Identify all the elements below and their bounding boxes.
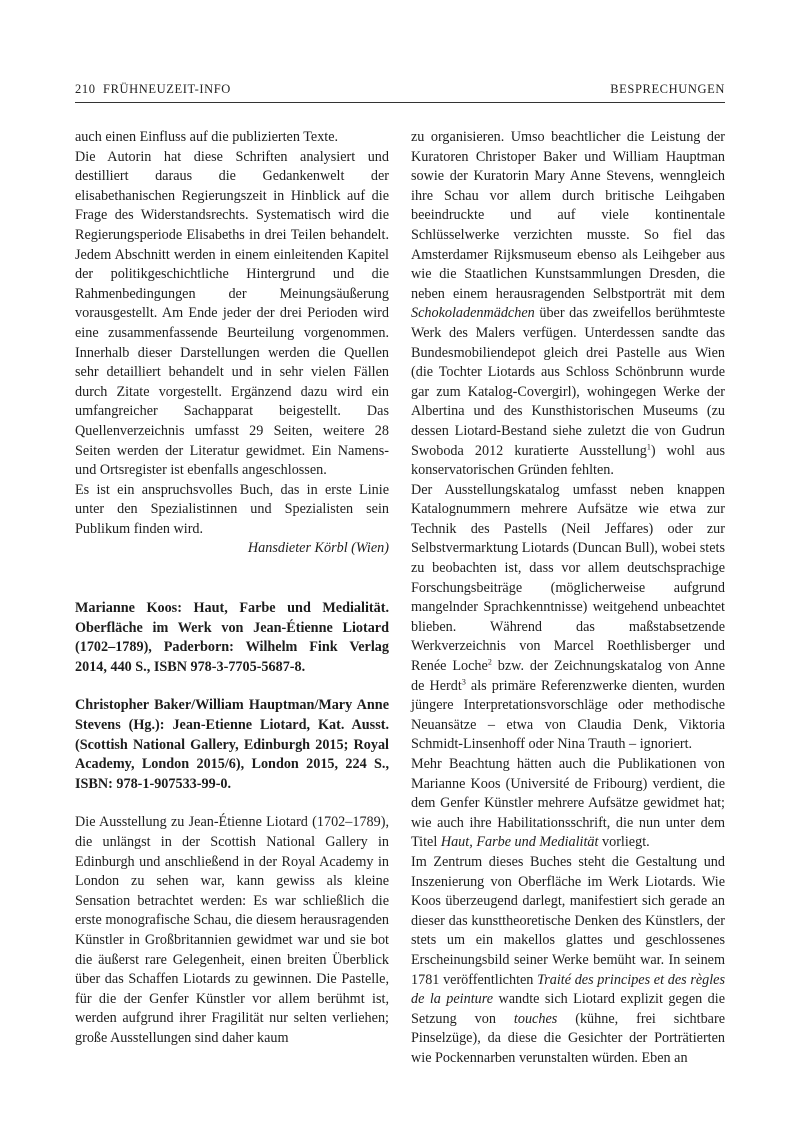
text-run: über das zweifellos berühmteste Werk des Malers verfügen. Unterdessen sandte das Bundesmobiliendepot gleich drei Pastelle aus Wien (die Tochter Liotards aus Schloss Schönbrunn wurde gar zum Katalog-Covergirl), wohingegen Werke der Albertina und des Kunsthistorischen Museums (zu dessen Liotard-Bestand siehe zuletzt die von Gudrun Swoboda 2012 kuratierte Ausstellung — [411, 305, 725, 459]
header-rule — [75, 102, 725, 103]
text-run: (kühne, frei sichtbare Pinselzüge), da diese die Gesichter der Porträtierten wie Pockennarben verunstalten würden. Eben an — [411, 1010, 725, 1066]
running-header — [75, 82, 725, 100]
header-left — [75, 82, 231, 97]
spacer — [75, 794, 389, 813]
paragraph: auch einen Einfluss auf die publizierten Texte. — [75, 129, 339, 145]
text-run: Im Zentrum dieses Buches steht die Gestaltung und Inszenierung von Oberfläche im Werk Liotards. Wie Koos überzeugend darlegt, manifestiert sich gerade an dieser das kunsttheoretische Denken des Künstlers, der stets um ein makellos glattes und geschlossenes Erscheinungsbild seiner Werke bemüht war. In seinem 1781 veröffentlichten — [411, 853, 725, 988]
section-title: BESPRECHUNGEN — [610, 82, 725, 96]
footnote-marker: 3 — [461, 676, 466, 686]
paragraph: Die Autorin hat diese Schriften analysiert und destilliert daraus die Gedankenwelt der elisabethanischen Regierungszeit in Hinblick auf die Frage des Widerstandsrechts. Systematisch wird die Regierungsperiode Elisabeths in drei Teilen behandelt. Jedem Abschnitt werden in einem einleitenden Kapitel der politikgeschichtliche Hintergrund und die Rahmenbedingungen der Meinungsäußerung vorausgestellt. Am Ende jeder der drei Perioden wird eine zusammenfassende Beurteilung vorgenommen. Innerhalb dieser Darstellungen werden die Quellen sehr detailliert behandelt und in sehr vielen Fällen durch Zitate vorgestellt. Ergänzend dazu wird ein umfangreicher Sachapparat beigestellt. Das Quellenverzeichnis umfasst 29 Seiten, weitere 28 Seiten werden der Literatur gewidmet. Ein Namens- und Ortsregister ist ebenfalls angeschlossen. — [75, 148, 389, 479]
paragraph — [411, 755, 725, 853]
text-run: Der Ausstellungskatalog umfasst neben knappen Katalognummern mehrere Aufsätze wie etwa zur Technik des Pastells (Neil Jeffares) oder zur Selbstvermarktung Liotards (Duncan Bull), wobei stets zu beobachten ist, dass vor allem deutschsprachige Forschungsbeiträge (möglicherweise aufgrund mangelnder Sprachkenntnisse) weitgehend unbeachtet blieben. Während das maßstabsetzende Werkverzeichnis von Marcel Roethlisberger und Renée Loche — [411, 481, 725, 675]
right-column — [411, 128, 725, 1069]
left-column — [75, 128, 389, 1049]
text-run: wandte sich Liotard explizit gegen die Setzung von — [411, 991, 725, 1027]
paragraph — [411, 481, 725, 755]
paragraph: Die Ausstellung zu Jean-Étienne Liotard (1702–1789), die unlängst in der Scottish National Gallery in Edinburgh und anschließend in der Royal Academy in London zu sehen war, kann gewiss als kleine Sensation betrachtet werden: Es war schließlich die erste monografische Schau, die diesem herausragenden Künstler in Großbritannien gewidmet war und sie bot die äußerst rare Gelegenheit, einen breiten Überblick über das Schaffen Liotards zu gewinnen. Die Pastelle, für die der Genfer Künstler vor allem berühmt ist, werden aufgrund ihrer Fragilität nur selten verliehen; große Ausstellungen sind daher kaum — [75, 814, 389, 1046]
page-number: 210 — [75, 82, 96, 96]
bibliographic-entry-2: Christopher Baker/William Hauptman/Mary Anne Stevens (Hg.): Jean-Etienne Liotard, Kat. Ausst. (Scottish National Gallery, Edinburgh 2015; Royal Academy, London 2015/6), London 2015, 224 S., ISBN: 978-1-907533-99-0. — [75, 697, 389, 792]
text-run: zu organisieren. Umso beachtlicher die Leistung der Kuratoren Christoper Baker und William Hauptman sowie der Kuratorin Mary Anne Stevens, wenngleich ihre Schau vor allem durch britische Leihgaben beeindruckte und auf viele kontinentale Schlüsselwerke verzichten musste. So fiel das Amsterdamer Rijksmuseum ebenso als Leihgeber aus wie die Staatlichen Kunstsammlungen Dresden, die neben einem herausragenden Selbstporträt mit dem — [411, 129, 725, 302]
italic-term: touches — [513, 1010, 558, 1027]
journal-title: FRÜHNEUZEIT-INFO — [103, 82, 231, 96]
footnote-marker: 2 — [487, 657, 492, 667]
paragraph — [411, 853, 725, 1069]
paragraph: Es ist ein anspruchsvolles Buch, das in erste Linie unter den Spezialistinnen und Spezialisten sein Publikum finden wird. — [75, 481, 389, 537]
italic-title: Haut, Farbe und Medialität — [440, 834, 599, 851]
text-run: ) wohl aus konservatorischen Gründen fehlten. — [411, 442, 725, 479]
text-run: vorliegt. — [598, 834, 650, 851]
spacer — [75, 559, 389, 599]
text-run: als primäre Referenzwerke dienten, wurden jüngere Interpretationsvorschläge oder methodische Neuansätze – etwa von Claudia Denk, Viktoria Schmidt-Linsenhoff oder Nina Trauth – ignoriert. — [411, 677, 725, 753]
italic-title: Schokoladenmädchen — [411, 305, 535, 322]
paragraph — [411, 128, 725, 481]
italic-title: Traité des principes et des règles de la peinture — [411, 971, 725, 1008]
footnote-marker: 1 — [646, 441, 651, 451]
bibliographic-entry-1: Marianne Koos: Haut, Farbe und Medialität. Oberfläche im Werk von Jean-Étienne Liotard (1702–1789), Paderborn: Wilhelm Fink Verlag 2014, 440 S., ISBN 978-3-7705-5687-8. — [75, 600, 389, 675]
reviewer-signature: Hansdieter Körbl (Wien) — [247, 540, 389, 557]
spacer — [75, 677, 389, 696]
text-run: bzw. der Zeichnungskatalog von Anne de Herdt — [411, 658, 725, 694]
text-run: Mehr Beachtung hätten auch die Publikationen von Marianne Koos (Université de Fribourg) verdient, die dem Genfer Künstler mehrere Aufsätze gewidmet hat; wie auch ihre Habilitationsschrift, die nun unter dem Titel — [411, 756, 725, 851]
